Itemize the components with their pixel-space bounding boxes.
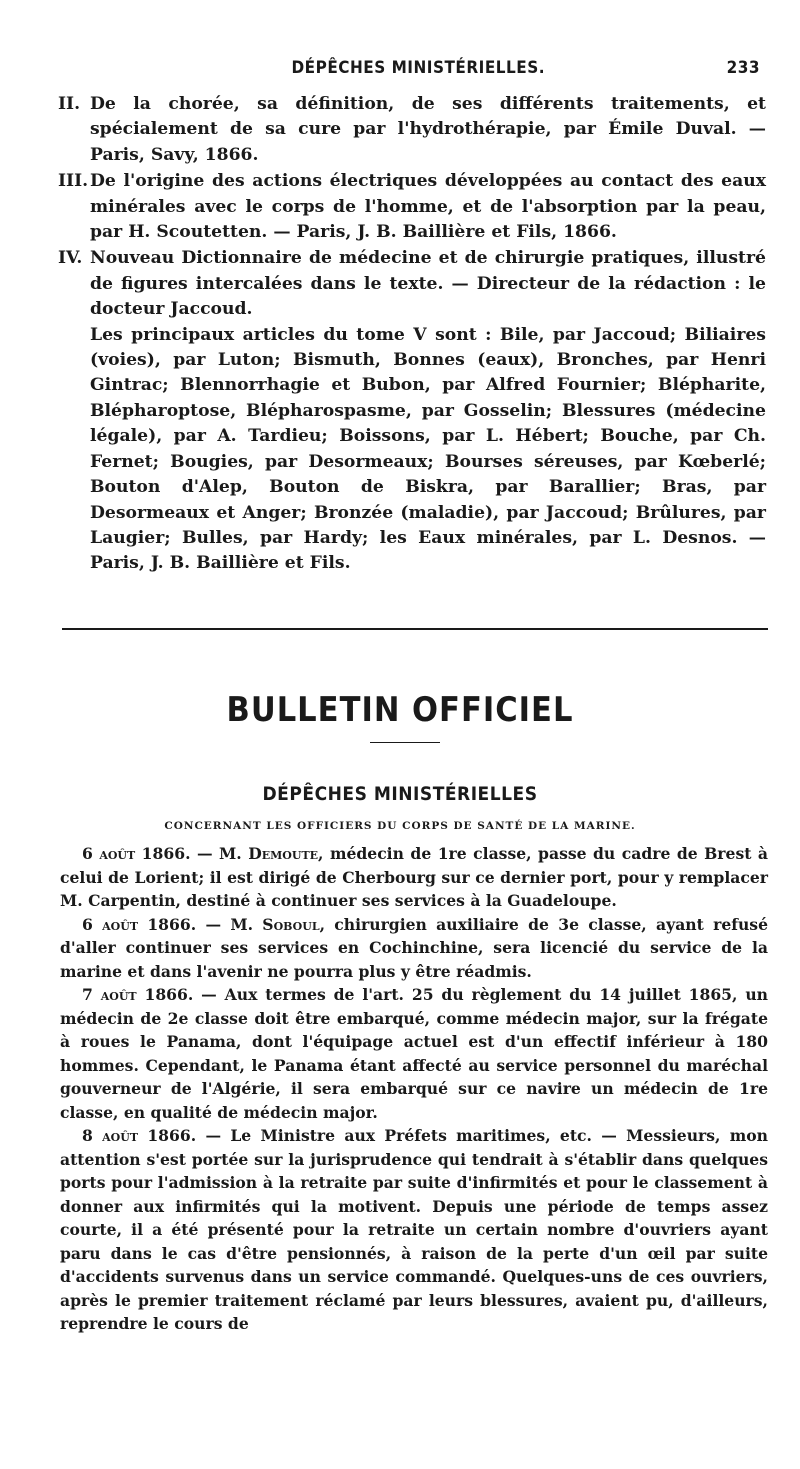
bibliography-item <box>58 169 766 245</box>
section-divider <box>62 628 768 630</box>
bulletin-title: BULLETIN OFFICIEL <box>226 690 574 730</box>
entry-name: M. Soboul <box>230 914 320 934</box>
running-header-title: DÉPÊCHES MINISTÉRIELLES. <box>291 58 546 78</box>
page-number: 233 <box>726 58 760 78</box>
entry-date: 8 août 1866. <box>82 1126 197 1145</box>
item-text-continued: Les principaux articles du tome V sont : Bile, par Jaccoud; Biliaires (voies), par Luton; Bismuth, Bonnes (eaux), Bronches, par Henri Gintrac; Blennorrhagie et Bubon, par Alfred Fournier; Blépharite, Blépharoptose, Blépharospasme, par Gosselin; Blessures (médecine légale), par A. Tardieu; Boissons, par L. Hébert; Bouche, par Ch. Fernet; Bougies, par Desormeaux; Bourses séreuses, par Kœberlé; Bouton d'Alep, Bouton de Biskra, par Barallier; Bras, par Desormeaux et Anger; Bronzée (maladie), par Jaccoud; Brûlures, par Laugier; Bulles, par Hardy; les Eaux minérales, par L. Desnos. — Paris, J. B. Baillière et Fils. <box>90 324 766 574</box>
item-number: II. <box>58 94 81 114</box>
item-number: IV. <box>58 248 83 269</box>
item-text: De l'origine des actions électriques développées au contact des eaux minérales avec le corps de l'homme, et de l'absorption par la peau, par H. Scoutetten. — Paris, J. B. Baillière et Fils, 1866. <box>90 171 766 243</box>
bibliography-list <box>58 92 766 578</box>
item-text: De la chorée, sa définition, de ses différents traitements, et spécialement de sa cure par l'hydrothérapie, par Émile Duval. — Paris, Savy, 1866. <box>90 94 766 165</box>
entry-date: 7 août 1866. <box>82 985 194 1004</box>
entry-date: 6 août 1866. <box>82 844 191 863</box>
entry-text: , médecin de 1re classe, passe du cadre de Brest à celui de Lorient; il est dirigé de Cherbourg sur ce dernier port, pour y remplacer M. Carpentin, destiné à continuer ses services à la Guadeloupe. <box>60 844 768 910</box>
bibliography-item <box>58 246 766 576</box>
entry-name: M. Demoute <box>219 844 319 863</box>
bibliography-item <box>58 92 766 168</box>
title-underline <box>370 742 440 743</box>
item-number: III. <box>58 171 89 192</box>
dispatch-entry: 6 août 1866. — M. Demoute, médecin de 1re classe, passe du cadre de Brest à celui de Lorient; il est dirigé de Cherbourg sur ce dernier port, pour y remplacer M. Carpentin, destiné à continuer ses services à la Guadeloupe. <box>60 844 768 910</box>
entry-text: Le Ministre aux Préfets maritimes, etc. — Messieurs, mon attention s'est portée sur la jurisprudence qui tendrait à s'établir dans quelques ports pour l'admission à la retraite par suite d'infirmités et pour le classement à donner aux infirmités qui la motivent. Depuis une période de temps assez courte, il a été présenté pour la retraite un certain nombre d'ouvriers ayant paru dans le cas d'être pensionnés, à raison de la perte d'un œil par suite d'accidents survenus dans un service commandé. Quelques-uns de ces ouvriers, après le premier traitement réclamé par leurs blessures, avaient pu, d'ailleurs, reprendre le cours de <box>60 1126 769 1333</box>
dispatch-entries <box>60 842 768 1336</box>
entry-text: Aux termes de l'art. 25 du règlement du 14 juillet 1865, un médecin de 2e classe doit être embarqué, comme médecin major, sur la frégate à roues le Panama, dont l'équipage actuel est d'un effectif inférieur à 180 hommes. Cependant, le Panama étant affecté au service personnel du maréchal gouverneur de l'Algérie, il sera embarqué sur ce navire un médecin de 1re classe, en qualité de médecin major. <box>60 985 769 1122</box>
section-title: DÉPÊCHES MINISTÉRIELLES <box>262 783 538 805</box>
dispatch-entry: 7 août 1866. — Aux termes de l'art. 25 du règlement du 14 juillet 1865, un médecin de 2e classe doit être embarqué, comme médecin major, sur la frégate à roues le Panama, dont l'équipage actuel est d'un effectif inférieur à 180 hommes. Cependant, le Panama étant affecté au service personnel du maréchal gouverneur de l'Algérie, il sera embarqué sur ce navire un médecin de 1re classe, en qualité de médecin major. <box>60 985 769 1122</box>
item-text: Nouveau Dictionnaire de médecine et de chirurgie pratiques, illustré de figures intercalées dans le texte. — Directeur de la rédaction : le docteur Jaccoud. <box>90 248 766 320</box>
entry-date: 6 août 1866. <box>82 914 197 934</box>
dispatch-entry: 8 août 1866. — Le Ministre aux Préfets maritimes, etc. — Messieurs, mon attention s'est portée sur la jurisprudence qui tendrait à s'établir dans quelques ports pour l'admission à la retraite par suite d'infirmités et pour le classement à donner aux infirmités qui la motivent. Depuis une période de temps assez courte, il a été présenté pour la retraite un certain nombre d'ouvriers ayant paru dans le cas d'être pensionnés, à raison de la perte d'un œil par suite d'accidents survenus dans un service commandé. Quelques-uns de ces ouvriers, après le premier traitement réclamé par leurs blessures, avaient pu, d'ailleurs, reprendre le cours de <box>60 1126 769 1333</box>
running-header <box>60 58 760 78</box>
section-subtitle: CONCERNANT LES OFFICIERS DU CORPS DE SANTÉ DE LA MARINE. <box>164 820 636 832</box>
dispatch-entry: 6 août 1866. — M. Soboul, chirurgien auxiliaire de 3e classe, ayant refusé d'aller continuer ses services en Cochinchine, sera licencié du service de la marine et dans l'avenir ne pourra plus y être réadmis. <box>60 914 769 981</box>
entry-text: , chirurgien auxiliaire de 3e classe, ayant refusé d'aller continuer ses services en Cochinchine, sera licencié du service de la marine et dans l'avenir ne pourra plus y être réadmis. <box>60 914 769 981</box>
